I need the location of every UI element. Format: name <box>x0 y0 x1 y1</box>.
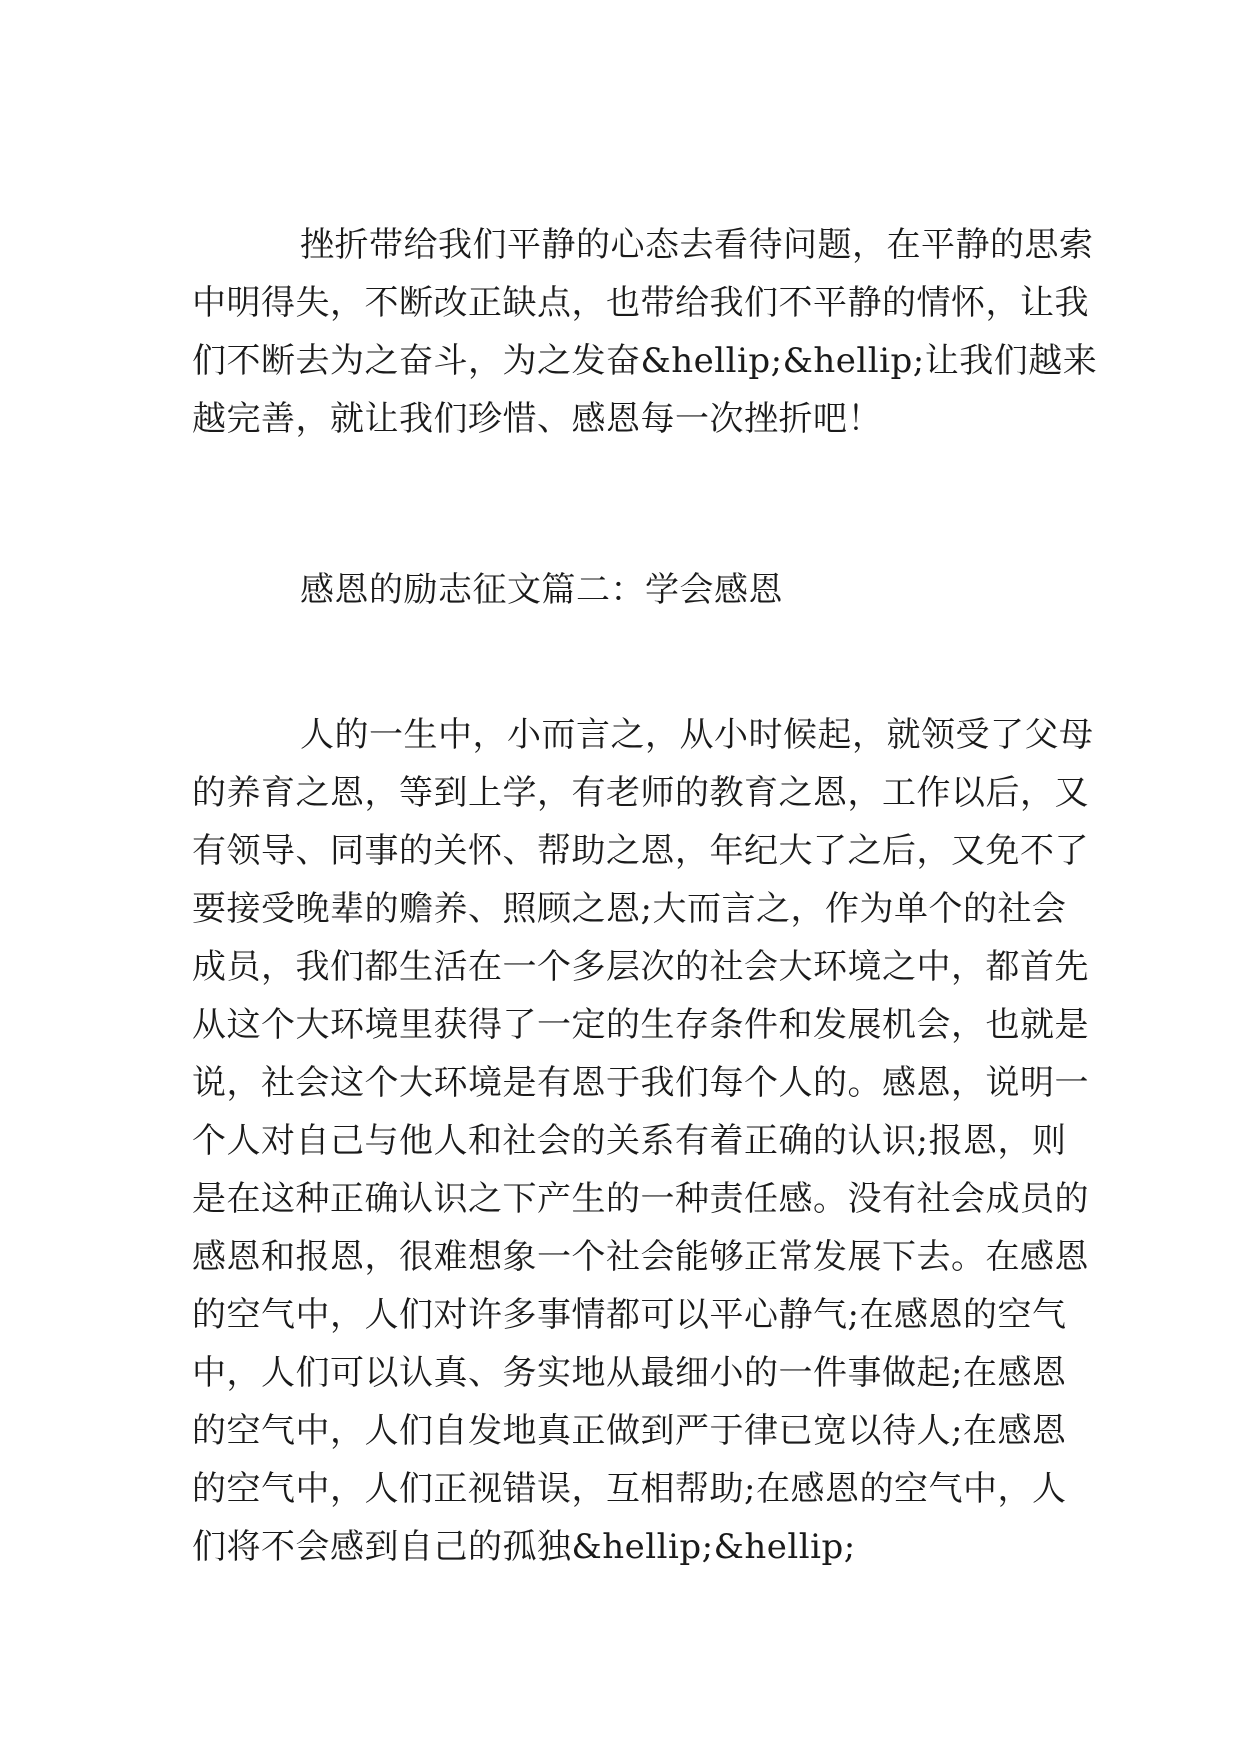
paragraph-2-line-9: 是在这种正确认识之下产生的一种责任感。没有社会成员的 <box>192 1179 1089 1219</box>
paragraph-2-line-4: 要接受晚辈的赡养、照顾之恩;大而言之，作为单个的社会 <box>192 889 1067 929</box>
paragraph-1-line-4: 越完善，就让我们珍惜、感恩每一次挫折吧！ <box>192 399 882 439</box>
paragraph-2-line-1: 人的一生中，小而言之，从小时候起，就领受了父母 <box>300 715 1094 755</box>
section-heading: 感恩的励志征文篇二：学会感恩 <box>300 570 783 610</box>
paragraph-1-line-3: 们不断去为之奋斗，为之发奋&hellip;&hellip;让我们越来 <box>192 341 1098 381</box>
paragraph-2-line-3: 有领导、同事的关怀、帮助之恩，年纪大了之后，又免不了 <box>192 831 1089 871</box>
paragraph-2-line-14: 的空气中，人们正视错误，互相帮助;在感恩的空气中，人 <box>192 1469 1067 1509</box>
paragraph-2-line-10: 感恩和报恩，很难想象一个社会能够正常发展下去。在感恩 <box>192 1237 1089 1277</box>
paragraph-2-line-2: 的养育之恩，等到上学，有老师的教育之恩，工作以后，又 <box>192 773 1089 813</box>
paragraph-2-line-13: 的空气中，人们自发地真正做到严于律已宽以待人;在感恩 <box>192 1411 1067 1451</box>
paragraph-1-line-2: 中明得失，不断改正缺点，也带给我们不平静的情怀，让我 <box>192 283 1089 323</box>
paragraph-1-line-1: 挫折带给我们平静的心态去看待问题，在平静的思索 <box>300 225 1094 265</box>
paragraph-2-line-8: 个人对自己与他人和社会的关系有着正确的认识;报恩，则 <box>192 1121 1067 1161</box>
paragraph-2-line-5: 成员，我们都生活在一个多层次的社会大环境之中，都首先 <box>192 947 1089 987</box>
paragraph-2-line-15: 们将不会感到自己的孤独&hellip;&hellip; <box>192 1527 856 1567</box>
paragraph-2-line-6: 从这个大环境里获得了一定的生存条件和发展机会，也就是 <box>192 1005 1089 1045</box>
paragraph-2-line-11: 的空气中，人们对许多事情都可以平心静气;在感恩的空气 <box>192 1295 1067 1335</box>
paragraph-2-line-7: 说，社会这个大环境是有恩于我们每个人的。感恩，说明一 <box>192 1063 1089 1103</box>
paragraph-2-line-12: 中，人们可以认真、务实地从最细小的一件事做起;在感恩 <box>192 1353 1067 1393</box>
